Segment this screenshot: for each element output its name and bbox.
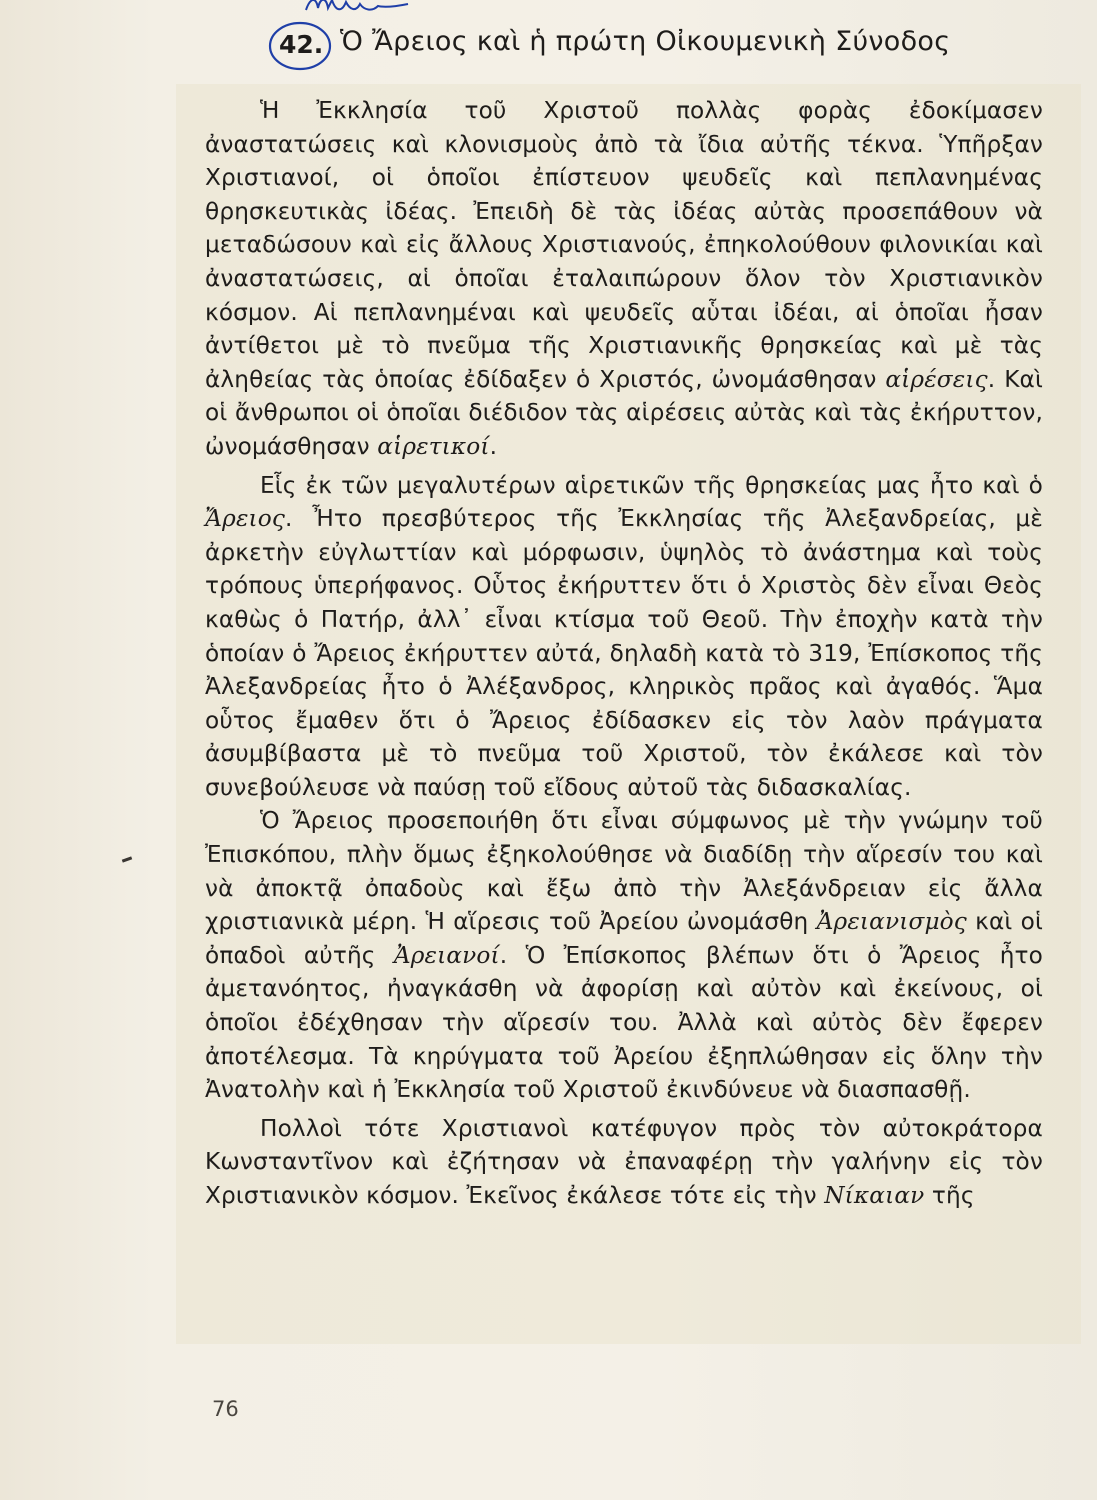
paragraph-4 — [205, 1112, 1043, 1213]
term-heresies: αἱρέσεις — [885, 365, 988, 393]
term-heretics: αἱρετικοί — [377, 432, 490, 460]
term-arianism: Ἀρειανισμὸς — [816, 908, 967, 936]
paragraph-1-text-c: . — [489, 432, 498, 460]
paragraph-4-text-a: Πολλοὶ τότε Χριστιανοὶ κατέφυγον πρὸς τὸν αὐτοκράτορα Κωνσταντῖνον καὶ ἐζήτησαν νὰ ἐπαναφέρῃ τὴν γαλήνην εἰς τὸν Χριστιανικὸν κόσμον. Ἐκεῖνος ἐκάλεσε τότε εἰς τὴν — [205, 1114, 1043, 1209]
paragraph-4-text-b: τῆς — [924, 1182, 975, 1209]
paragraph-2 — [205, 469, 1043, 805]
page-title: Ὁ Ἄρειος καὶ ἡ πρώτη Οἰκουμενικὴ Σύνοδος — [340, 26, 951, 57]
paragraph-2-text-a: Εἷς ἐκ τῶν μεγαλυτέρων αἱρετικῶν τῆς θρησκείας μας ἦτο καὶ ὁ — [260, 471, 1043, 499]
place-nicaea: Νίκαιαν — [824, 1182, 925, 1209]
name-arius: Ἄρειος — [205, 505, 286, 533]
chapter-number: 42. — [279, 30, 324, 59]
handwritten-note — [302, 0, 412, 22]
page-number: 76 — [212, 1397, 239, 1421]
paragraph-3-text-b: καὶ οἱ ὀπαδοὶ αὐτῆς — [205, 908, 1043, 969]
term-arians: Ἀρειανοί — [393, 941, 500, 969]
paragraph-3 — [205, 804, 1043, 1106]
paragraph-3-text-c: . Ὁ Ἐπίσκοπος βλέπων ὅτι ὁ Ἄρειος ἦτο ἀμετανόητος, ἠναγκάσθη νὰ ἀφορίσῃ καὶ αὐτὸν καὶ ἐκείνους, οἱ ὁποῖοι ἐδέχθησαν τὴν αἵρεσίν του. Ἀλλὰ καὶ αὐτὸς δὲν ἔφερεν ἀποτέλεσμα. Τὰ κηρύγματα τοῦ Ἀρείου ἐξηπλώθησαν εἰς ὅλην τὴν Ἀνατολὴν καὶ ἡ Ἐκκλησία τοῦ Χριστοῦ ἐκινδύνευε νὰ διασπασθῇ. — [205, 941, 1043, 1104]
paragraph-1-text-b: . Καὶ οἱ ἄνθρωποι οἱ ὁποῖαι διέδιδον τὰς αἱρέσεις αὐτὰς καὶ τὰς ἐκήρυττον, ὠνομάσθησαν — [205, 365, 1043, 460]
paragraph-1-text-a: Ἡ Ἐκκλησία τοῦ Χριστοῦ πολλὰς φορὰς ἐδοκίμασεν ἀναστατώσεις καὶ κλονισμοὺς ἀπὸ τὰ ἴδια αὐτῆς τέκνα. Ὑπῆρξαν Χριστιανοί, οἱ ὁποῖοι ἐπίστευον ψευδεῖς καὶ πεπλανημένας θρησκευτικὰς ἰδέας. Ἐπειδὴ δὲ τὰς ἰδέας αὐτὰς προσεπάθουν νὰ μεταδώσουν καὶ εἰς ἄλλους Χριστιανούς, ἐπηκολούθουν φιλονικίαι καὶ ἀναστατώσεις, αἱ ὁποῖαι ἐταλαιπώρουν ὅλον τὸν Χριστιανικὸν κόσμον. Αἱ πεπλανημέναι καὶ ψευδεῖς αὗται ἰδέαι, αἱ ὁποῖαι ἦσαν ἀντίθετοι μὲ τὸ πνεῦμα τῆς Χριστιανικῆς θρησκείας καὶ μὲ τὰς ἀληθείας τὰς ὁποίας ἐδίδαξεν ὁ Χριστός, ὠνομάσθησαν — [205, 97, 1043, 393]
body-text — [205, 94, 1043, 1213]
paragraph-3-text-a: Ὁ Ἄρειος προσεποιήθη ὅτι εἶναι σύμφωνος μὲ τὴν γνώμην τοῦ Ἐπισκόπου, πλὴν ὅμως ἐξηκολούθησε νὰ διαδίδῃ τὴν αἵρεσίν του καὶ νὰ ἀποκτᾷ ὀπαδοὺς καὶ ἔξω ἀπὸ τὴν Ἀλεξάνδρειαν εἰς ἄλλα χριστιανικὰ μέρη. Ἡ αἵρεσις τοῦ Ἀρείου ὠνομάσθη — [205, 807, 1043, 936]
paragraph-1 — [205, 94, 1043, 464]
paragraph-2-text-b: . Ἦτο πρεσβύτερος τῆς Ἐκκλησίας τῆς Ἀλεξανδρείας, μὲ ἀρκετὴν εὐγλωττίαν καὶ μόρφωσιν, ὑψηλὸς τὸ ἀνάστημα καὶ τοὺς τρόπους ὑπερήφανος. Οὗτος ἐκήρυττεν ὅτι ὁ Χριστὸς δὲν εἶναι Θεὸς καθὼς ὁ Πατήρ, ἀλλ᾿ εἶναι κτίσμα τοῦ Θεοῦ. Τὴν ἐποχὴν κατὰ τὴν ὁποίαν ὁ Ἄρειος ἐκήρυττεν αὐτά, δηλαδὴ κατὰ τὸ 319, Ἐπίσκοπος τῆς Ἀλεξανδρείας ἦτο ὁ Ἀλέξανδρος, κληρικὸς πρᾶος καὶ ἀγαθός. Ἅμα οὗτος ἔμαθεν ὅτι ὁ Ἄρειος ἐδίδασκεν εἰς τὸν λαὸν πράγματα ἀσυμβίβαστα μὲ τὸ πνεῦμα τοῦ Χριστοῦ, τὸν ἐκάλεσε καὶ τὸν συνεβούλευσε νὰ παύσῃ τοῦ εἴδους αὐτοῦ τὰς διδασκαλίας. — [205, 505, 1043, 801]
